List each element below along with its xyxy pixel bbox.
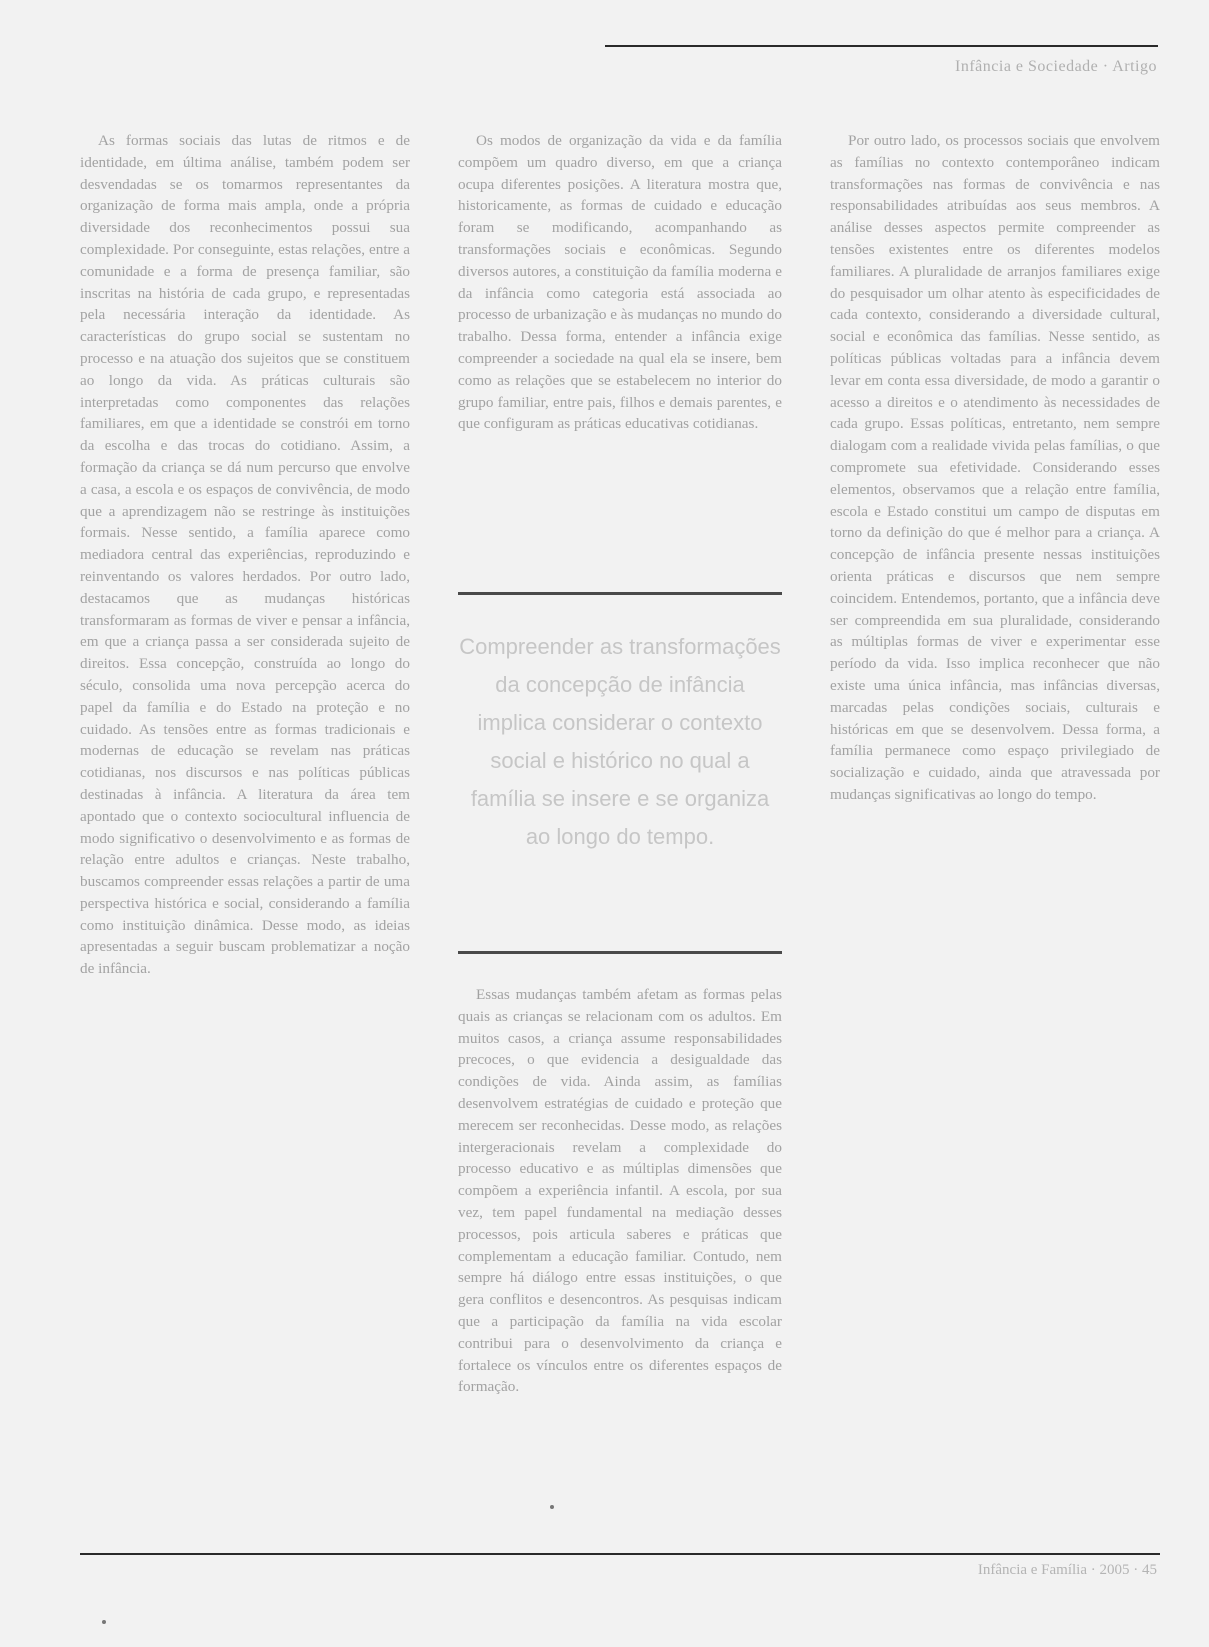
running-head: Infância e Sociedade · Artigo bbox=[955, 58, 1157, 75]
scan-speck bbox=[550, 1505, 554, 1509]
text-column-middle-bottom bbox=[458, 984, 782, 1398]
text-column-right bbox=[830, 130, 1160, 806]
text-column-middle-top bbox=[458, 130, 782, 435]
pull-quote-top-rule bbox=[458, 592, 782, 595]
body-paragraph: Por outro lado, os processos sociais que envolvem as famílias no contexto contemporâneo indicam transformações nas formas de convivência e nas responsabilidades atribuídas aos seus membros. A análise desses aspectos permite compreender as tensões existentes entre os diferentes modelos familiares. A pluralidade de arranjos familiares exige do pesquisador um olhar atento às especificidades de cada contexto, considerando a diversidade cultural, social e econômica das famílias. Nesse sentido, as políticas públicas voltadas para a infância devem levar em conta essa diversidade, de modo a garantir o acesso a direitos e o atendimento às necessidades de cada grupo. Essas políticas, entretanto, nem sempre dialogam com a realidade vivida pelas famílias, o que compromete sua efetividade. Considerando esses elementos, observamos que a relação entre família, escola e Estado constitui um campo de disputas em torno da definição do que é melhor para a criança. A concepção de infância presente nessas instituições orienta práticas e discursos que nem sempre coincidem. Entendemos, portanto, que a infância deve ser compreendida em sua pluralidade, considerando as múltiplas formas de viver e experimentar esse período da vida. Isso implica reconhecer que não existe uma única infância, mas infâncias diversas, marcadas pelas condições sociais, culturais e históricas em que se desenvolvem. Dessa forma, a família permanece como espaço privilegiado de socialização e cuidado, ainda que atravessada por mudanças significativas ao longo do tempo. bbox=[830, 132, 1160, 803]
body-paragraph: Essas mudanças também afetam as formas pelas quais as crianças se relacionam com os adultos. Em muitos casos, a criança assume responsabilidades precoces, o que evidencia a desigualdade das condições de vida. Ainda assim, as famílias desenvolvem estratégias de cuidado e proteção que merecem ser reconhecidas. Desse modo, as relações intergeracionais revelam a complexidade do processo educativo e as múltiplas dimensões que compõem a experiência infantil. A escola, por sua vez, tem papel fundamental na mediação desses processos, pois articula saberes e práticas que complementam a educação familiar. Contudo, nem sempre há diálogo entre essas instituições, o que gera conflitos e desencontros. As pesquisas indicam que a participação da família na vida escolar contribui para o desenvolvimento da criança e fortalece os vínculos entre os diferentes espaços de formação. bbox=[458, 986, 782, 1396]
page-footer: Infância e Família · 2005 · 45 bbox=[977, 1562, 1157, 1578]
pull-quote-text: Compreender as transformações da concepção de infância implica considerar o contexto social e histórico no qual a família se insere e se organiza ao longo do tempo. bbox=[459, 634, 781, 849]
text-column-left bbox=[80, 130, 410, 980]
body-paragraph: As formas sociais das lutas de ritmos e de identidade, em última análise, também podem ser desvendadas se os tomarmos representantes da organização de forma mais ampla, onde a própria diversidade dos reconhecimentos possui sua complexidade. Por conseguinte, estas relações, entre a comunidade e a forma de presença familiar, são inscritas na história de cada grupo, e representadas pela necessária interação da identidade. As características do grupo social se sustentam no processo e na atuação dos sujeitos que se constituem ao longo da vida. As práticas culturais são interpretadas como componentes das relações familiares, em que a identidade se constrói em torno da escolha e das trocas do cotidiano. Assim, a formação da criança se dá num percurso que envolve a casa, a escola e os espaços de convivência, de modo que a aprendizagem não se restringe às instituições formais. Nesse sentido, a família aparece como mediadora central das experiências, reproduzindo e reinventando os valores herdados. Por outro lado, destacamos que as mudanças históricas transformaram as formas de viver e pensar a infância, em que a criança passa a ser considerada sujeito de direitos. Essa concepção, construída ao longo do século, consolida uma nova percepção acerca do papel da família e do Estado na proteção e no cuidado. As tensões entre as formas tradicionais e modernas de educação se revelam nas práticas cotidianas, nos discursos e nas políticas públicas destinadas à infância. A literatura da área tem apontado que o contexto sociocultural influencia de modo significativo o desenvolvimento e as formas de relação entre adultos e crianças. Neste trabalho, buscamos compreender essas relações a partir de uma perspectiva histórica e social, considerando a família como instituição dinâmica. Desse modo, as ideias apresentadas a seguir buscam problematizar a noção de infância. bbox=[80, 132, 410, 978]
body-paragraph: Os modos de organização da vida e da família compõem um quadro diverso, em que a criança ocupa diferentes posições. A literatura mostra que, historicamente, as formas de cuidado e educação foram se modificando, acompanhando as transformações sociais e econômicas. Segundo diversos autores, a constituição da família moderna e da infância como categoria está associada ao processo de urbanização e às mudanças no mundo do trabalho. Dessa forma, entender a infância exige compreender a sociedade na qual ela se insere, bem como as relações que se estabelecem no interior do grupo familiar, entre pais, filhos e demais parentes, e que configuram as práticas educativas cotidianas. bbox=[458, 132, 782, 433]
scan-speck bbox=[102, 1620, 106, 1624]
pull-quote-bottom-rule bbox=[458, 951, 782, 954]
pull-quote bbox=[458, 592, 782, 954]
footer-rule bbox=[80, 1553, 1160, 1555]
header-rule bbox=[605, 45, 1158, 47]
